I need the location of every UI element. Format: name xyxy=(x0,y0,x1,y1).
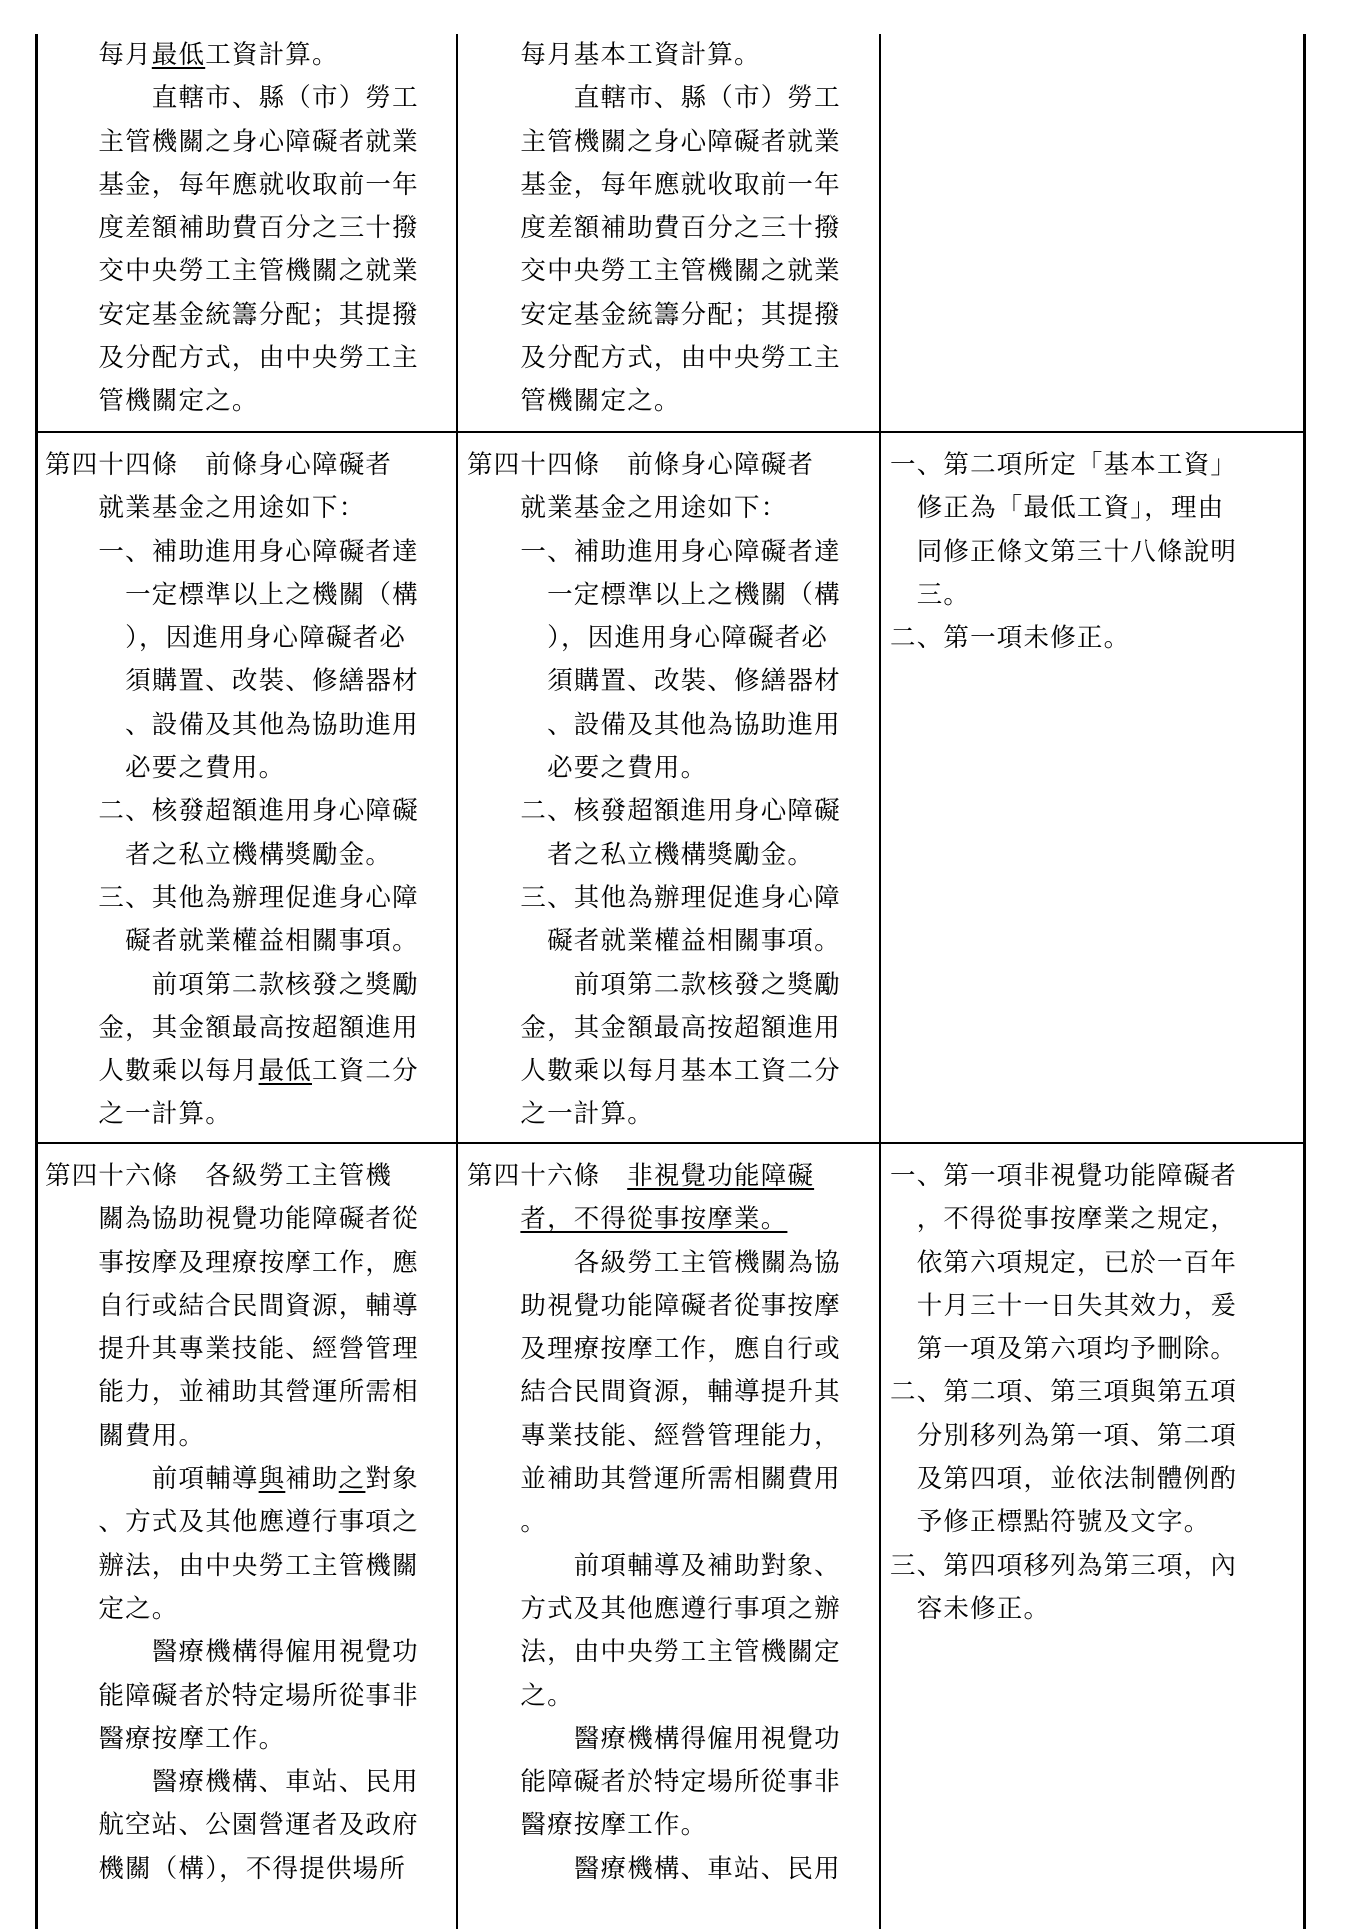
text-line xyxy=(467,34,873,77)
text-line xyxy=(467,1545,873,1588)
text-line xyxy=(467,1093,873,1136)
text-run: 醫療按摩工作。 xyxy=(98,1723,286,1754)
underlined-amendment: 者，不得從事按摩業。 xyxy=(520,1204,788,1235)
text-line xyxy=(467,250,873,293)
text-run: 容未修正。 xyxy=(916,1593,1051,1624)
text-run: 關費用。 xyxy=(98,1420,206,1451)
text-line xyxy=(45,1718,450,1761)
text-line xyxy=(45,1242,450,1285)
text-line xyxy=(45,1501,450,1544)
text-line xyxy=(45,1371,450,1414)
row-2-amended-text xyxy=(45,444,450,1140)
text-run: 基金，每年應就收取前一年 xyxy=(98,169,419,200)
text-run: 二、核發超額進用身心障礙 xyxy=(520,796,841,827)
text-line xyxy=(467,660,873,703)
text-run: 機關（構），不得提供場所 xyxy=(98,1853,407,1884)
text-line xyxy=(890,487,1298,530)
text-line xyxy=(467,920,873,963)
text-line xyxy=(45,574,450,617)
text-run: 三。 xyxy=(916,579,971,610)
text-line xyxy=(890,1155,1298,1198)
text-run: ），因進用身心障礙者必 xyxy=(547,623,829,654)
text-run: 三、第四項移列為第三項，內 xyxy=(890,1550,1238,1581)
text-run: 礙者就業權益相關事項。 xyxy=(125,926,419,957)
text-run: 方式及其他應遵行事項之辦 xyxy=(520,1593,841,1624)
text-run: 醫療機構得僱用視覺功 xyxy=(151,1637,419,1668)
text-run: 一、第一項非視覺功能障礙者 xyxy=(890,1161,1238,1191)
text-line xyxy=(467,1155,873,1198)
text-line xyxy=(467,1415,873,1458)
text-run: 人數乘以每月基本工資二分 xyxy=(520,1056,841,1087)
text-run: 之一計算。 xyxy=(520,1099,654,1130)
text-line xyxy=(45,380,450,423)
text-line xyxy=(45,1545,450,1588)
text-run: ），因進用身心障礙者必 xyxy=(125,623,407,654)
underlined-amendment: 之 xyxy=(338,1464,366,1495)
text-line xyxy=(467,1458,873,1501)
text-run: 者之私立機構獎勵金。 xyxy=(547,839,815,870)
text-run: 一定標準以上之機關（構 xyxy=(125,579,419,610)
text-run: 對象 xyxy=(365,1464,419,1495)
text-run: 工資二分 xyxy=(312,1056,419,1087)
text-run: 一、補助進用身心障礙者達 xyxy=(98,536,419,567)
text-line xyxy=(45,1588,450,1631)
text-line xyxy=(467,834,873,877)
text-line xyxy=(467,617,873,660)
text-run: 第一項及第六項均予刪除。 xyxy=(916,1334,1238,1365)
text-run: 者之私立機構獎勵金。 xyxy=(125,839,393,870)
text-line xyxy=(467,790,873,833)
text-line xyxy=(890,531,1298,574)
column-divider-1 xyxy=(456,34,458,1929)
text-line xyxy=(467,380,873,423)
text-line xyxy=(890,1501,1298,1544)
text-run: 修正為「最低工資」，理由 xyxy=(916,493,1225,524)
text-run: 人數乘以每月 xyxy=(98,1056,259,1087)
text-run: 各級勞工主管機關為協 xyxy=(573,1247,841,1278)
text-line xyxy=(45,704,450,747)
text-run: 結合民間資源，輔導提升其 xyxy=(520,1377,841,1408)
row-3-current-text xyxy=(467,1155,873,1929)
text-run: 前項第二款核發之獎勵 xyxy=(573,969,841,1000)
text-line xyxy=(45,531,450,574)
text-line xyxy=(45,1415,450,1458)
text-run: 辦法，由中央勞工主管機關 xyxy=(98,1550,419,1581)
text-run: 予修正標點符號及文字。 xyxy=(916,1507,1211,1538)
text-line xyxy=(467,207,873,250)
text-run: 提升其專業技能、經營管理 xyxy=(98,1334,419,1365)
text-run: 前項第二款核發之獎勵 xyxy=(151,969,419,1000)
text-run: 之。 xyxy=(520,1680,574,1711)
text-run: 前項輔導及補助對象、 xyxy=(573,1550,841,1581)
text-run: 事按摩及理療按摩工作，應 xyxy=(98,1247,419,1278)
text-line xyxy=(45,1328,450,1371)
text-line xyxy=(467,1631,873,1674)
text-line xyxy=(890,1415,1298,1458)
text-line xyxy=(45,337,450,380)
text-line xyxy=(467,1242,873,1285)
text-run: 三、其他為辦理促進身心障 xyxy=(520,882,841,913)
text-line xyxy=(467,121,873,164)
text-line xyxy=(890,1328,1298,1371)
text-line xyxy=(45,1804,450,1847)
text-line xyxy=(467,1285,873,1328)
text-run: 一、第二項所定「基本工資」 xyxy=(890,450,1238,480)
text-line xyxy=(467,1761,873,1804)
text-run: 度差額補助費百分之三十撥 xyxy=(520,213,841,244)
text-run: 十月三十一日失其效力，爰 xyxy=(916,1290,1238,1321)
text-line xyxy=(467,1501,873,1544)
text-line xyxy=(45,660,450,703)
text-line xyxy=(45,34,450,77)
text-line xyxy=(45,1050,450,1093)
table-border-right xyxy=(1303,34,1306,1929)
text-line xyxy=(45,121,450,164)
text-line xyxy=(45,1093,450,1136)
text-run: 依第六項規定，已於一百年 xyxy=(916,1247,1238,1278)
text-run: 就業基金之用途如下： xyxy=(520,493,788,524)
column-divider-2 xyxy=(879,34,881,1929)
text-line xyxy=(45,920,450,963)
text-line xyxy=(467,704,873,747)
text-line xyxy=(467,1328,873,1371)
text-line xyxy=(467,294,873,337)
row-divider-2 xyxy=(35,1142,1306,1144)
text-line xyxy=(45,1285,450,1328)
text-run: 第四十四條 前條身心障礙者 xyxy=(467,450,815,480)
text-line xyxy=(45,1458,450,1501)
text-run: 金，其金額最高按超額進用 xyxy=(98,1012,419,1043)
text-run: 及分配方式，由中央勞工主 xyxy=(520,343,841,374)
text-run: 管機關定之。 xyxy=(520,386,681,417)
text-run: 航空站、公園營運者及政府 xyxy=(98,1810,419,1841)
text-line xyxy=(890,1242,1298,1285)
text-run: 安定基金統籌分配；其提撥 xyxy=(98,299,419,330)
underlined-amendment: 最低 xyxy=(151,40,206,70)
text-line xyxy=(45,207,450,250)
text-run: 二、第二項、第三項與第五項 xyxy=(890,1377,1238,1408)
text-line xyxy=(45,294,450,337)
text-run: 能力，並補助其營運所需相 xyxy=(98,1377,419,1408)
text-run: 安定基金統籌分配；其提撥 xyxy=(520,299,841,330)
text-line xyxy=(45,790,450,833)
text-run: 前項輔導 xyxy=(151,1464,259,1495)
text-run: 、設備及其他為協助進用 xyxy=(125,709,419,740)
text-line xyxy=(467,337,873,380)
text-run: 度差額補助費百分之三十撥 xyxy=(98,213,419,244)
text-line xyxy=(890,444,1298,487)
text-run: 三、其他為辦理促進身心障 xyxy=(98,882,419,913)
text-run: 、設備及其他為協助進用 xyxy=(547,709,841,740)
text-line xyxy=(890,617,1298,660)
text-run: 工資計算。 xyxy=(205,40,339,70)
text-line xyxy=(45,1155,450,1198)
text-line xyxy=(467,1848,873,1891)
text-run: 須購置、改裝、修繕器材 xyxy=(125,666,419,697)
text-line xyxy=(45,1007,450,1050)
text-run: 交中央勞工主管機關之就業 xyxy=(520,256,841,287)
text-line xyxy=(467,964,873,1007)
text-run: 醫療機構、車站、民用 xyxy=(573,1853,841,1884)
text-run: 必要之費用。 xyxy=(125,753,286,784)
text-run: 能障礙者於特定場所從事非 xyxy=(98,1680,419,1711)
text-run: 礙者就業權益相關事項。 xyxy=(547,926,841,957)
text-run: 及理療按摩工作，應自行或 xyxy=(520,1334,841,1365)
text-line xyxy=(890,1545,1298,1588)
text-line xyxy=(890,1371,1298,1414)
text-line xyxy=(890,1588,1298,1631)
text-run: 第四十四條 前條身心障礙者 xyxy=(45,450,393,480)
text-run: 二、第一項未修正。 xyxy=(890,623,1131,654)
text-run: ，不得從事按摩業之規定， xyxy=(916,1204,1238,1235)
text-run: 、方式及其他應遵行事項之 xyxy=(98,1507,419,1538)
text-line xyxy=(45,1198,450,1241)
text-line xyxy=(45,164,450,207)
text-run: 法，由中央勞工主管機關定 xyxy=(520,1637,841,1668)
text-run: 自行或結合民間資源，輔導 xyxy=(98,1290,419,1321)
text-run: 一定標準以上之機關（構 xyxy=(547,579,841,610)
text-line xyxy=(467,531,873,574)
text-run: 助視覺功能障礙者從事按摩 xyxy=(520,1290,841,1321)
text-line xyxy=(45,250,450,293)
comparison-table xyxy=(35,34,1306,1929)
text-line xyxy=(467,444,873,487)
text-line xyxy=(45,1848,450,1891)
text-run: 每月 xyxy=(98,40,152,70)
text-run: 及分配方式，由中央勞工主 xyxy=(98,343,419,374)
text-line xyxy=(467,1007,873,1050)
underlined-amendment: 最低 xyxy=(258,1056,312,1087)
row-2-explanation xyxy=(890,444,1298,1140)
text-run: 補助 xyxy=(285,1464,339,1495)
text-line xyxy=(890,1285,1298,1328)
text-line xyxy=(45,964,450,1007)
row-3-amended-text xyxy=(45,1155,450,1929)
text-run: 。 xyxy=(520,1507,548,1538)
text-line xyxy=(45,77,450,120)
text-line xyxy=(890,574,1298,617)
text-line xyxy=(467,1718,873,1761)
text-line xyxy=(45,617,450,660)
text-line xyxy=(45,1675,450,1718)
text-run: 二、核發超額進用身心障礙 xyxy=(98,796,419,827)
text-run: 之一計算。 xyxy=(98,1099,232,1130)
text-line xyxy=(890,1458,1298,1501)
text-run: 每月基本工資計算。 xyxy=(520,40,761,70)
text-run: 醫療機構得僱用視覺功 xyxy=(573,1723,841,1754)
text-run: 必要之費用。 xyxy=(547,753,708,784)
text-run: 醫療機構、車站、民用 xyxy=(151,1767,419,1798)
text-line xyxy=(467,574,873,617)
text-run: 並補助其營運所需相關費用 xyxy=(520,1464,841,1495)
text-run: 就業基金之用途如下： xyxy=(98,493,366,524)
text-line xyxy=(45,1631,450,1674)
text-run: 醫療按摩工作。 xyxy=(520,1810,708,1841)
text-run: 能障礙者於特定場所從事非 xyxy=(520,1767,841,1798)
text-line xyxy=(45,834,450,877)
text-run: 定之。 xyxy=(98,1593,179,1624)
text-run: 主管機關之身心障礙者就業 xyxy=(520,126,841,157)
text-line xyxy=(45,1761,450,1804)
text-run: 分別移列為第一項、第二項 xyxy=(916,1420,1238,1451)
text-run: 關為協助視覺功能障礙者從 xyxy=(98,1204,419,1235)
text-line xyxy=(45,877,450,920)
text-line xyxy=(467,487,873,530)
underlined-amendment: 與 xyxy=(258,1464,286,1495)
text-line xyxy=(890,1198,1298,1241)
table-border-left xyxy=(35,34,38,1929)
text-run: 基金，每年應就收取前一年 xyxy=(520,169,841,200)
text-line xyxy=(467,1198,873,1241)
text-line xyxy=(467,1675,873,1718)
text-line xyxy=(467,747,873,790)
underlined-amendment: 非視覺功能障礙 xyxy=(627,1161,815,1191)
text-run: 第四十六條 各級勞工主管機 xyxy=(45,1161,393,1191)
text-run: 直轄市、縣（市）勞工 xyxy=(151,83,419,114)
text-line xyxy=(467,1588,873,1631)
text-line xyxy=(467,164,873,207)
text-line xyxy=(45,747,450,790)
text-run: 及第四項，並依法制體例酌 xyxy=(916,1464,1238,1495)
text-line xyxy=(467,77,873,120)
text-run: 專業技能、經營管理能力， xyxy=(520,1420,841,1451)
text-run: 管機關定之。 xyxy=(98,386,259,417)
row-1-explanation xyxy=(890,34,1298,429)
row-2-current-text xyxy=(467,444,873,1140)
text-run: 一、補助進用身心障礙者達 xyxy=(520,536,841,567)
text-run: 金，其金額最高按超額進用 xyxy=(520,1012,841,1043)
text-line xyxy=(467,877,873,920)
text-line xyxy=(467,1050,873,1093)
text-run: 直轄市、縣（市）勞工 xyxy=(573,83,841,114)
text-line xyxy=(45,487,450,530)
text-run: 同修正條文第三十八條說明 xyxy=(916,536,1238,567)
text-run: 交中央勞工主管機關之就業 xyxy=(98,256,419,287)
text-line xyxy=(467,1371,873,1414)
text-run: 須購置、改裝、修繕器材 xyxy=(547,666,841,697)
text-line xyxy=(467,1804,873,1847)
text-line xyxy=(45,444,450,487)
row-divider-1 xyxy=(35,431,1306,433)
row-1-amended-text xyxy=(45,34,450,429)
text-run: 主管機關之身心障礙者就業 xyxy=(98,126,419,157)
row-3-explanation xyxy=(890,1155,1298,1929)
text-run: 第四十六條 xyxy=(467,1161,628,1191)
row-1-current-text xyxy=(467,34,873,429)
